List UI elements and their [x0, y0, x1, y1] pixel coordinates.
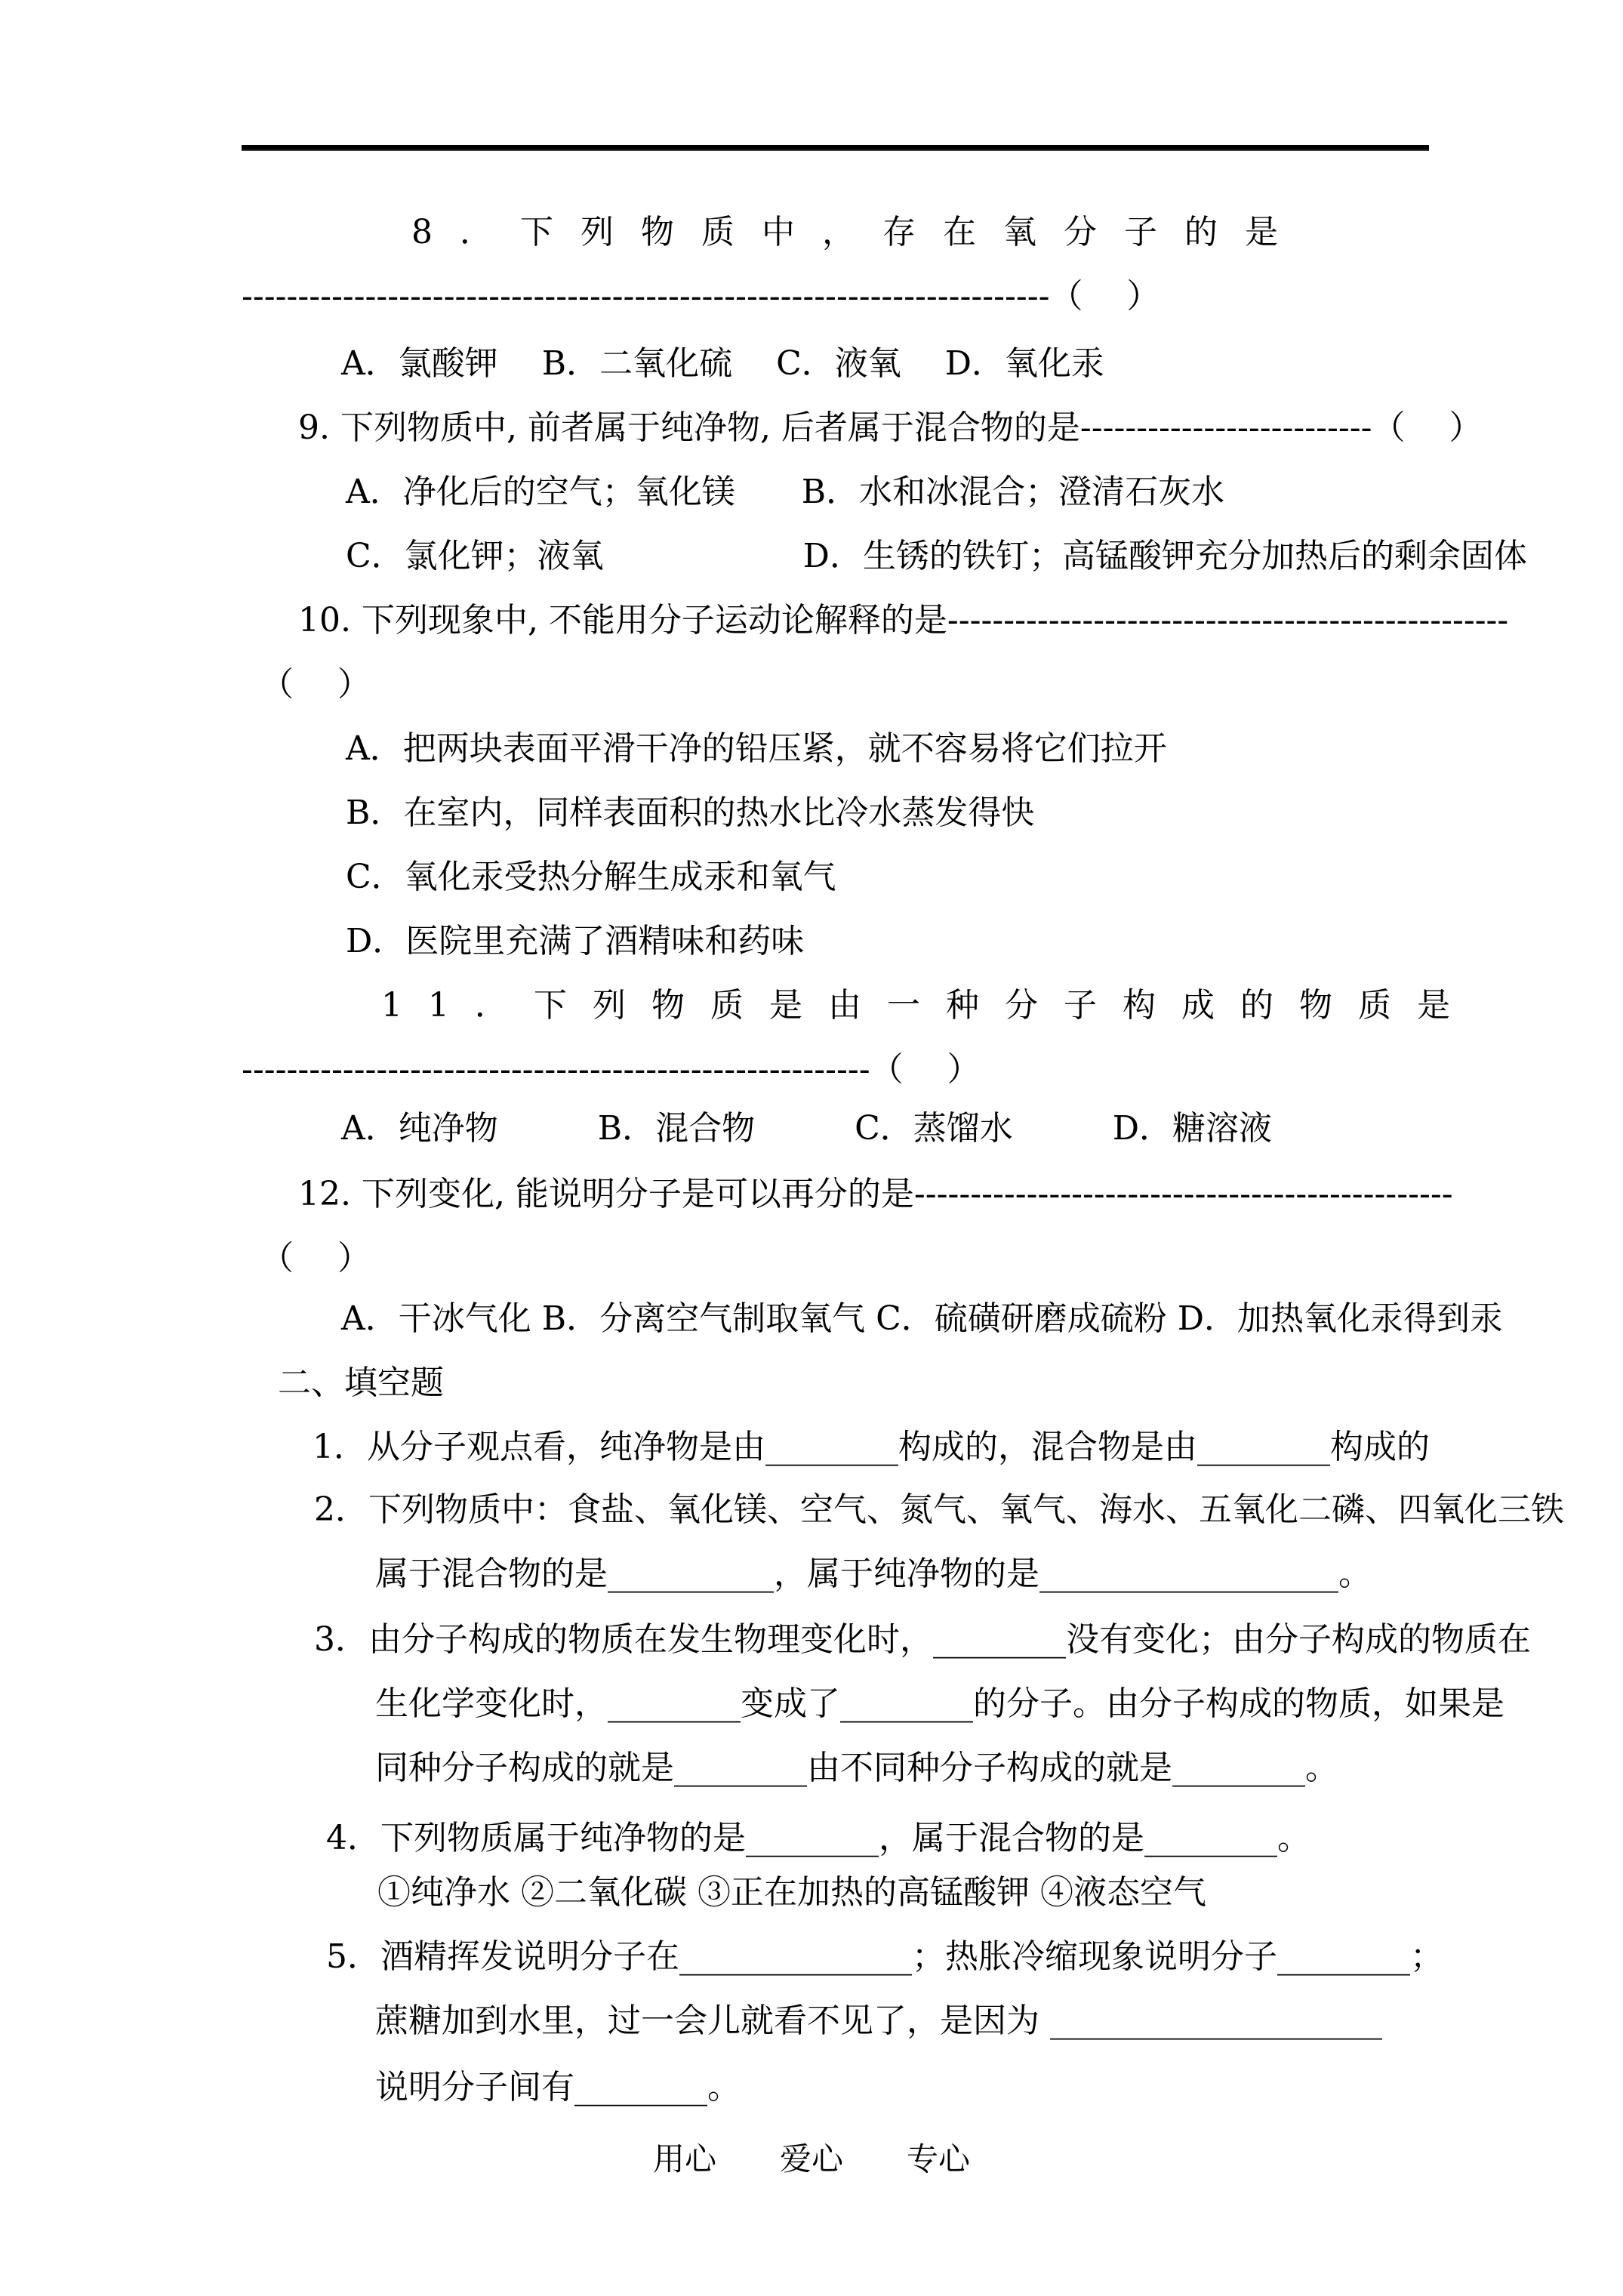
question-12-answer-paren: （ ）: [260, 1239, 371, 1277]
fill-question-5-line-2: 蔗糖加到水里，过一会儿就看不见了，是因为 ____________________: [375, 2002, 1382, 2040]
question-12-stem: 12. 下列变化, 能说明分子是可以再分的是------------------------------------------------: [298, 1175, 1453, 1213]
header-rule: [242, 145, 1429, 151]
fill-question-2-line-2: 属于混合物的是__________，属于纯净物的是__________________。: [375, 1555, 1372, 1593]
question-11-options: A．纯净物 B．混合物 C．蒸馏水 D．糖溶液: [341, 1109, 1273, 1148]
question-8-options: A．氯酸钾 B．二氧化硫 C．液氧 D．氧化汞: [341, 344, 1105, 383]
fill-question-3-line-1: 3．由分子构成的物质在发生物理变化时，________没有变化；由分子构成的物质在: [314, 1620, 1531, 1659]
question-11-answer-rule: --------------------------------------------------------（ ）: [242, 1050, 981, 1089]
question-12-options: A．干冰气化 B．分离空气制取氧气 C．硫磺研磨成硫粉 D．加热氧化汞得到汞: [341, 1299, 1504, 1338]
fill-question-4-line-1: 4．下列物质属于纯净物的是________，属于混合物的是________。: [326, 1819, 1310, 1857]
question-10-option-b: B．在室内，同样表面积的热水比冷水蒸发得快: [346, 794, 1035, 832]
fill-question-3-line-2: 生化学变化时，________变成了________的分子。由分子构成的物质，如果是: [375, 1684, 1504, 1723]
question-10-option-a: A．把两块表面平滑干净的铅压紧，就不容易将它们拉开: [346, 729, 1167, 768]
fill-question-4-line-2: ①纯净水 ②二氧化碳 ③正在加热的高锰酸钾 ④液态空气: [377, 1873, 1206, 1912]
question-10-answer-paren: （ ）: [260, 665, 371, 704]
fill-question-1: 1．从分子观点看，纯净物是由________构成的，混合物是由________构成的: [313, 1428, 1430, 1466]
question-10-stem: 10. 下列现象中, 不能用分子运动论解释的是--------------------------------------------------: [298, 601, 1509, 639]
fill-question-5-line-1: 5．酒精挥发说明分子在______________；热胀冷缩现象说明分子________；: [326, 1937, 1443, 1976]
page-footer: 用心 爱心 专心: [652, 2140, 970, 2177]
question-11-stem: 11．下列物质是由一种分子构成的物质是: [381, 986, 1476, 1025]
fill-question-5-line-3: 说明分子间有________。: [375, 2068, 741, 2106]
question-9-options-cd: C．氯化钾；液氧 D．生锈的铁钉；高锰酸钾充分加热后的剩余固体: [346, 537, 1527, 575]
question-8-answer-rule: ------------------------------------------------------------------------（ ）: [242, 277, 1160, 316]
question-9-options-ab: A．净化后的空气；氧化镁 B．水和冰混合；澄清石灰水: [346, 473, 1225, 511]
fill-question-3-line-3: 同种分子构成的就是________由不同种分子构成的就是________。: [375, 1749, 1338, 1787]
question-10-option-c: C．氧化汞受热分解生成汞和氧气: [346, 858, 836, 896]
section-2-title: 二、填空题: [278, 1364, 444, 1402]
question-8-stem: 8．下列物质中，存在氧分子的是: [411, 213, 1305, 251]
fill-question-2-line-1: 2．下列物质中：食盐、氧化镁、空气、氮气、氧气、海水、五氧化二磷、四氧化三铁: [314, 1490, 1564, 1529]
question-9-stem: 9. 下列物质中, 前者属于纯净物, 后者属于混合物的是--------------------------（ ）: [298, 408, 1483, 447]
question-10-option-d: D．医院里充满了酒精味和药味: [346, 922, 805, 960]
